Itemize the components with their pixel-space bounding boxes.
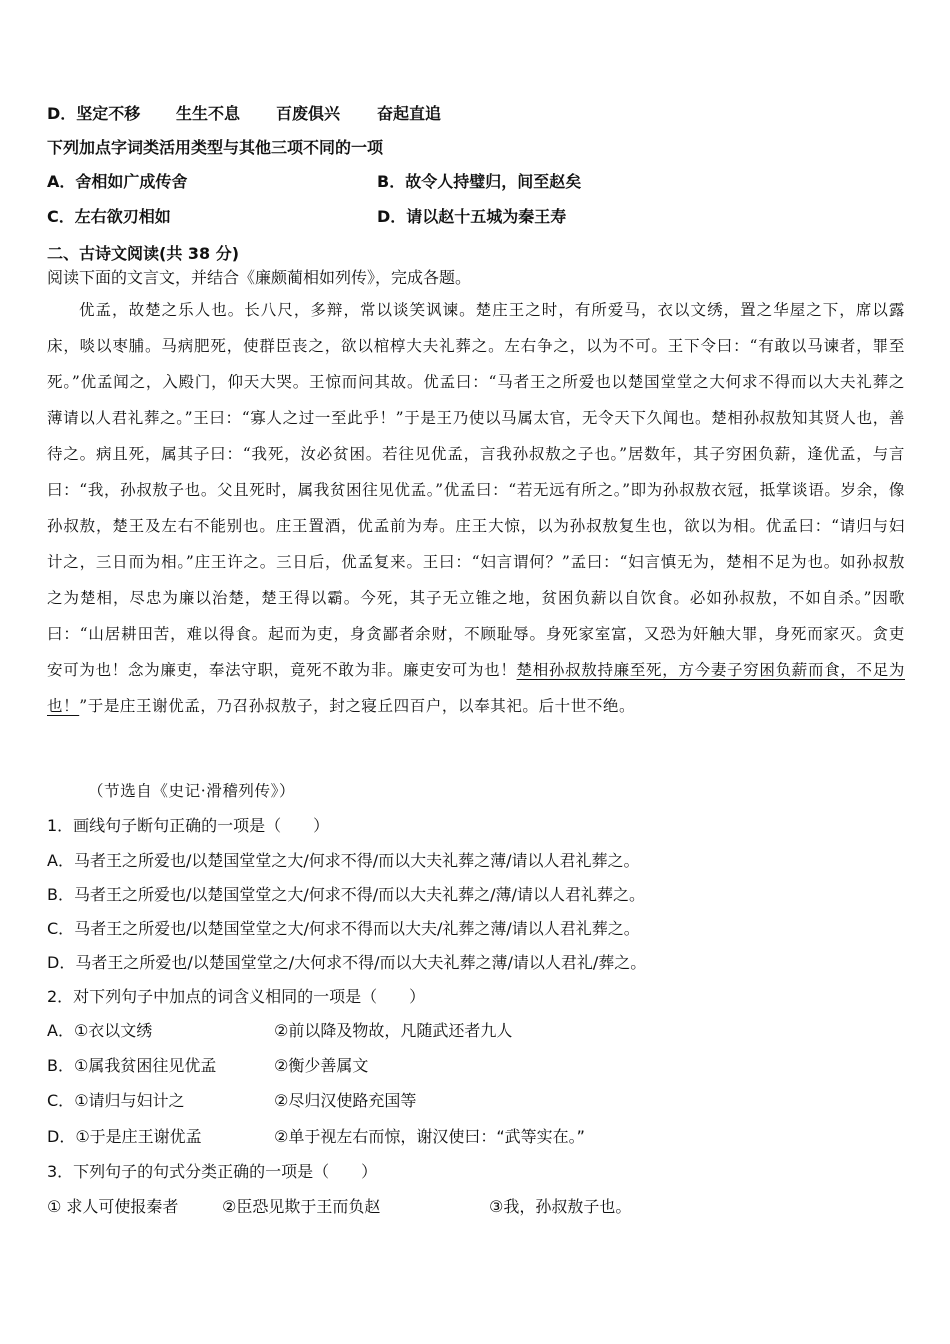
option-text: 左右欲刃相如	[74, 207, 171, 226]
passage-source: （节选自《史记·滑稽列传》）	[88, 782, 296, 800]
option-left-sentence: ①于是庄王谢优孟	[75, 1127, 202, 1146]
q2-option-d-right: ②单于视左右而惊，谢汉使曰：“武等实在。”	[274, 1127, 585, 1146]
q3-item-2: ②臣恐见欺于王而负赵	[222, 1197, 381, 1216]
q1-option-c[interactable]	[47, 916, 640, 939]
passage-text-2: 马者王之所爱也以楚国堂堂之大何求不得而以大夫礼葬之薄请以人君礼葬之	[47, 373, 905, 427]
section-instruction: 阅读下面的文言文，并结合《廉颇蔺相如列传》，完成各题。	[47, 268, 472, 287]
class-option-b[interactable]	[377, 169, 581, 192]
class-option-c[interactable]	[47, 204, 171, 227]
q2-option-a-right: ②前以降及物故，凡随武还者九人	[274, 1021, 513, 1040]
q3-item-3: ③我，孙叔敖子也。	[489, 1197, 632, 1216]
idiom-2: 生生不息	[176, 104, 241, 123]
q2-option-b-right: ②衡少善属文	[274, 1056, 369, 1075]
q3-item-1: ① 求人可使报秦者	[47, 1197, 179, 1216]
underlined-sentence: 楚相孙叔敖持廉至死，方今妻子穷困负薪而食，不足为也！	[47, 661, 906, 715]
option-left-sentence: ①属我贫困往见优孟	[73, 1056, 217, 1075]
q1-option-a[interactable]	[47, 848, 640, 871]
option-text: 故令人持璧归，间至赵矣	[405, 172, 582, 191]
option-label: D．	[47, 1127, 76, 1146]
q1-stem: 1．画线句子断句正确的一项是（ ）	[47, 816, 330, 835]
class-option-d[interactable]	[377, 204, 566, 227]
idiom-3: 百废俱兴	[276, 104, 341, 123]
option-text: 请以赵十五城为秦王寿	[406, 207, 567, 226]
classical-passage	[47, 292, 905, 724]
q2-option-c[interactable]	[47, 1088, 185, 1111]
option-label: B．	[47, 885, 74, 904]
option-text: 马者王之所爱也/以楚国堂堂之/大何求不得/而以大夫礼葬之薄/请以人君礼/葬之。	[75, 953, 647, 972]
option-text: 舍相如广成传舍	[75, 172, 188, 191]
option-label: A．	[47, 172, 76, 191]
passage-text-1: 优孟，故楚之乐人也。长八尺，多辩，常以谈笑讽谏。楚庄王之时，有所爱马，衣以文绣，置之华屋之下，席以露床，啖以枣脯。马病肥死，使群臣丧之，欲以棺椁大夫礼葬之。左右争之，以为不可。王下令曰：“有敢以马谏者，罪至死。”优孟闻之，入殿门，仰天大哭。王惊而问其故。优孟曰：“	[47, 301, 905, 391]
section-heading: 二、古诗文阅读(共 38 分)	[47, 244, 240, 263]
option-label: D．	[47, 104, 77, 123]
q2-stem: 2．对下列句子中加点的词含义相同的一项是（ ）	[47, 987, 426, 1006]
option-left-sentence: ①请归与妇计之	[74, 1091, 185, 1110]
option-label: D．	[377, 207, 407, 226]
option-text: 马者王之所爱也/以楚国堂堂之大/何求不得而以大夫/礼葬之薄/请以人君礼葬之。	[74, 919, 640, 938]
passage-text-4: ”于是庄王谢优孟，乃召孙叔敖子，封之寝丘四百户，以奉其祀。后十世不绝。	[79, 697, 636, 715]
option-label: A．	[47, 1021, 74, 1040]
option-label: C．	[47, 1091, 75, 1110]
q1-option-d[interactable]	[47, 950, 646, 973]
option-label: C．	[47, 919, 75, 938]
option-label: D．	[47, 953, 76, 972]
idiom-4: 奋起直追	[377, 104, 442, 123]
option-label: B．	[377, 172, 406, 191]
q1-option-b[interactable]	[47, 882, 645, 905]
q2-option-d[interactable]	[47, 1124, 202, 1147]
option-text: 马者王之所爱也/以楚国堂堂之大/何求不得/而以大夫礼葬之薄/请以人君礼葬之。	[73, 851, 640, 870]
q2-option-b[interactable]	[47, 1053, 216, 1076]
q2-option-a[interactable]	[47, 1018, 152, 1041]
option-label: C．	[47, 207, 75, 226]
option-left-sentence: ①衣以文绣	[73, 1021, 153, 1040]
option-label: B．	[47, 1056, 74, 1075]
class-question-stem: 下列加点字词类活用类型与其他三项不同的一项	[47, 138, 384, 157]
idiom-1: 坚定不移	[76, 104, 141, 123]
q2-option-c-right: ②尽归汉使路充国等	[274, 1091, 417, 1110]
option-text: 马者王之所爱也/以楚国堂堂之大/何求不得/而以大夫礼葬之/薄/请以人君礼葬之。	[73, 885, 645, 904]
q3-stem: 3．下列句子的句式分类正确的一项是（ ）	[47, 1162, 378, 1181]
class-option-a[interactable]	[47, 169, 187, 192]
passage-text-3: 。”王曰：“寡人之过一至此乎！”于是王乃使以马属太官，无令天下久闻也。楚相孙叔敖知其贤人也，善待之。病且死，属其子曰：“我死，汝必贫困。若往见优孟，言我孙叔敖之子也。”居数年，其子穷困负薪，逢优孟，与言曰：“我，孙叔敖子也。父且死时，属我贫困往见优孟。”优孟曰：“若无远有所之。”即为孙叔敖衣冠，抵掌谈语。岁余，像孙叔敖，楚王及左右不能别也。庄王置酒，优孟前为寿。庄王大惊，以为孙叔敖复生也，欲以为相。优孟曰：“请归与妇计之，三日而为相。”庄王许之。三日后，优孟复来。王曰：“妇言谓何？”孟曰：“妇言慎无为，楚相不足为也。如孙叔敖之为楚相，尽忠为廉以治楚，楚王得以霸。今死，其子无立锥之地，贫困负薪以自饮食。必如孙叔敖，不如自杀。”因歌曰：“山居耕田苦，难以得食。起而为吏，身贪鄙者余财，不顾耻辱。身死家室富，又恐为奸触大罪，身死而家灭。贪吏安可为也！念为廉吏，奉法守职，竟死不敢为非。廉吏安可为也！	[47, 409, 905, 679]
option-label: A．	[47, 851, 74, 870]
prev-option-d[interactable]	[47, 101, 140, 124]
